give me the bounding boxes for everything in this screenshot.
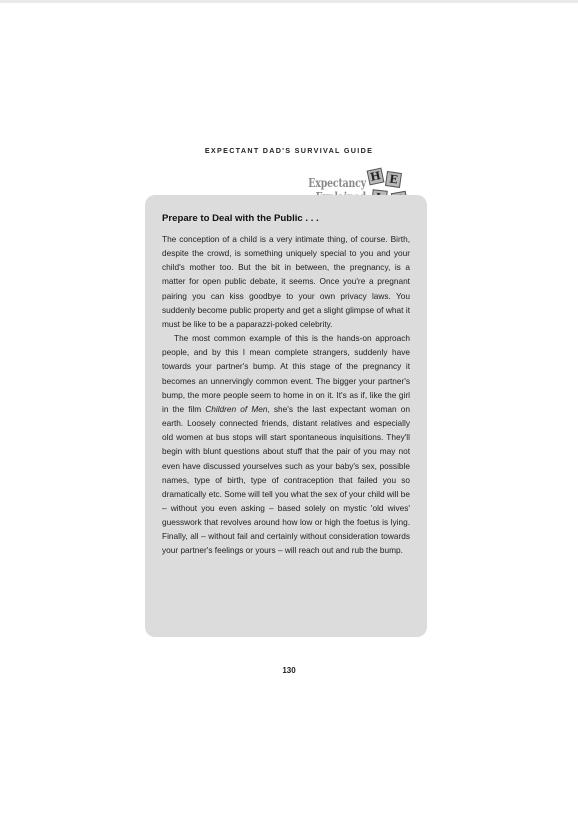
box-paragraph-1: The conception of a child is a very intimate thing, of course. Birth, despite the crowd, is something uniquely special to you and your child's mother too. But the bit in between, the pregnancy, is a matter for open public debate, it seems. Once you're a pregnant pairing you can kiss goodbye to your own privacy laws. You suddenly become public property and get a slight glimpse of what it must be like to be a paparazzi-poked celebrity. [162,234,410,329]
page-number: 130 [282,666,296,675]
film-title: Children of Men [205,403,268,414]
paragraph-2-end: , she's the last expectant woman on earth. Loosely connected friends, distant relatives and especially old women at bus stops will start spontaneous inquisitions. They'll begin with blunt questions about stuff that the pair of you may not even have discussed yourselves such as your baby's sex, possible names, type of birth, type of contraception that failed you so dramatically etc. Some will tell you what the sex of your child will be – without you even asking – based solely on mystic 'old wives' guesswork that revolves around how low or high the foetus is lying. Finally, all – without fail and certainly without consideration towards your partner's feelings or yours – will reach out and rub the bump. [162,403,410,556]
box-paragraph-2 [162,331,410,558]
paragraph-2-start: The most common example of this is the hands-on approach people, and by this I mean complete strangers, suddenly have towards your partner's bump. At this stage of the pregnancy it becomes an unnervingly common event. The bigger your partner's bump, the more people seem to home in on it. It's as if, like the girl in the film [162,333,410,414]
running-head: EXPECTANT DAD'S SURVIVAL GUIDE [204,146,374,155]
section-label: Expectancy [308,176,366,190]
box-heading: Prepare to Deal with the Public . . . [162,213,319,224]
block-e: E [385,171,402,188]
sidebar-box [145,195,427,637]
block-h: H [367,168,385,186]
top-edge-strip [0,0,578,3]
